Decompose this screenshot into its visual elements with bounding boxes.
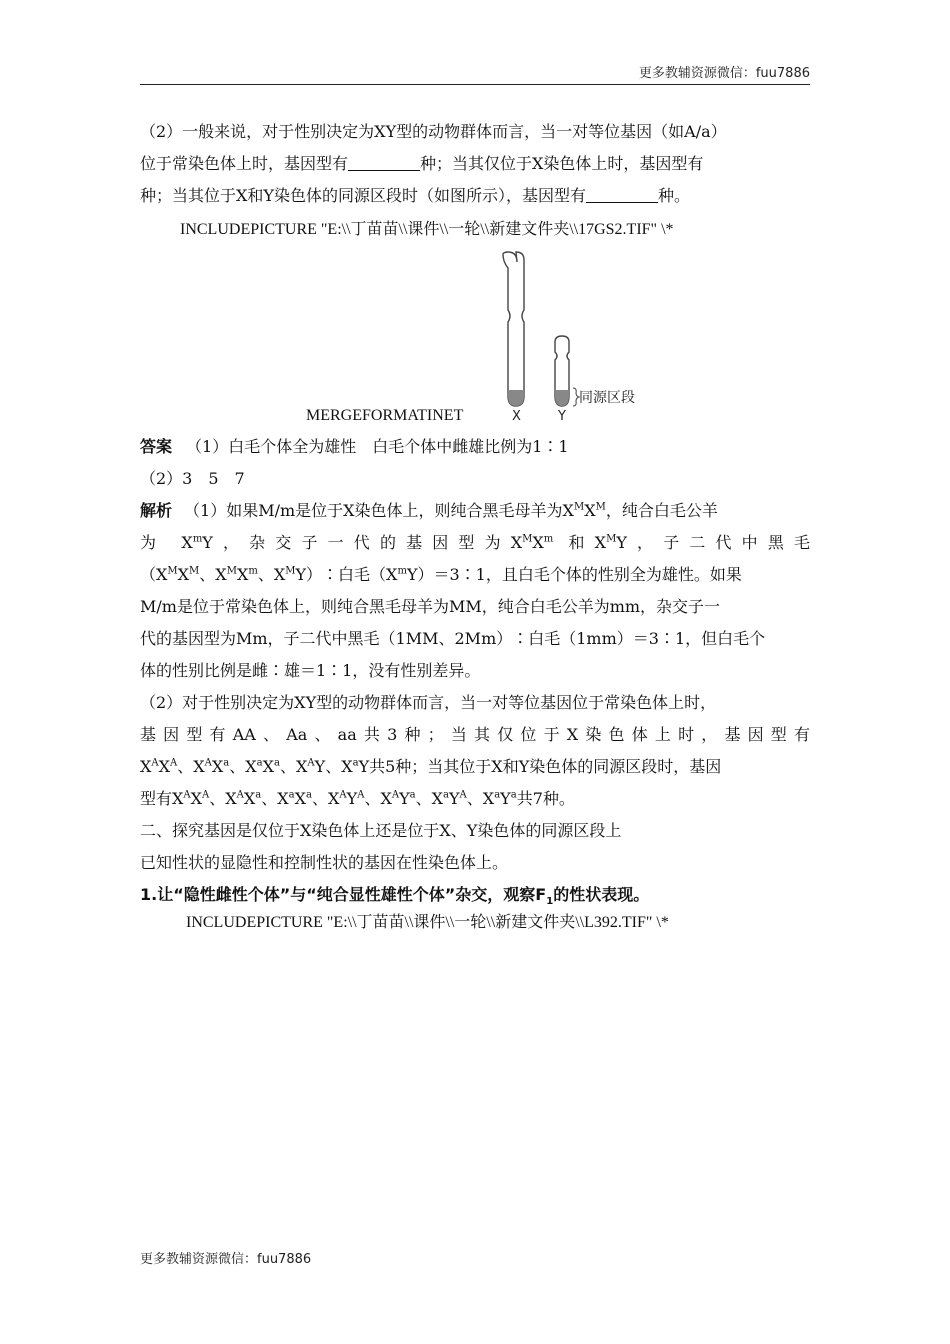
answer-part1: （1）白毛个体全为雄性 白毛个体中雌雄比例为1∶1: [186, 437, 569, 456]
question2-line3: [140, 185, 810, 207]
page-footer: 更多教辅资源微信：fuu7886: [140, 1252, 312, 1267]
analysis-line5: 代的基因型为Mm，子二代中黑毛（1MM、2Mm）∶白毛（1mm）＝3∶1，但白毛个: [140, 629, 766, 648]
answer-blank-1: [348, 154, 420, 171]
x-label: X: [512, 409, 521, 424]
question2-line1: （2）一般来说，对于性别决定为XY型的动物群体而言，当一对等位基因（如A/a）: [140, 122, 727, 141]
analysis-part2-line2: 基因型有AA、Aa、aa共3种；当其仅位于X染色体上时，基因型有: [140, 725, 810, 744]
section2-step1: 1.让“隐性雌性个体”与“纯合显性雄性个体”杂交，观察$F_1$的性状表现。: [140, 885, 650, 908]
page-header: 更多教辅资源微信：fuu7886: [638, 66, 810, 81]
homologous-region-label: 同源区段: [579, 390, 635, 406]
answer-blank-2: [586, 186, 658, 203]
merge-format-field: MERGEFORMATINET: [306, 407, 464, 424]
answer-line1: [140, 436, 810, 458]
section2-condition: 已知性状的显隐性和控制性状的基因在性染色体上。: [140, 853, 509, 872]
answer-part2: （2）3 5 7: [140, 469, 245, 488]
analysis-label: 解析: [140, 501, 173, 520]
y-label: Y: [558, 409, 566, 424]
include-picture-field-2: INCLUDEPICTURE "E:\\丁苗苗\\课件\\一轮\\新建文件夹\\L392.TIF" \*: [186, 914, 669, 931]
header-rule: [140, 84, 810, 85]
y-homologous-region: [555, 390, 569, 406]
answer-label: 答案: [140, 437, 173, 456]
x-homologous-region: [508, 390, 524, 406]
analysis-part2-line3: $X^AX^A$、$X^AX^a$、$X^aX^a$、$X^AY$、$X^aY$共5种；当其位于X和Y染色体的同源区段时，基因: [140, 757, 722, 776]
section2-title: 二、探究基因是仅位于X染色体上还是位于X、Y染色体的同源区段上: [140, 821, 622, 840]
analysis-line2: 为 $X^mY$，杂交子一代的基因型为$X^MX^m$ 和$X^MY$，子二代中黑毛: [140, 533, 810, 552]
analysis-part2-line4: 型有$X^AX^A$、$X^AX^a$、$X^aX^a$、$X^AY^A$、$X^AY^a$、$X^aY^A$、$X^aY^a$共7种。: [140, 789, 575, 808]
question2-line3-a: 种；当其位于X和Y染色体的同源区段时（如图所示），基因型有: [140, 186, 586, 205]
question2-line2-b: 种；当其仅位于X染色体上时，基因型有: [420, 154, 704, 173]
analysis-intro: （1）如果M/m是位于X染色体上，则纯合黑毛母羊为X: [184, 501, 574, 520]
analysis-line4: M/m是位于常染色体上，则纯合黑毛母羊为MM，纯合白毛公羊为mm，杂交子一: [140, 597, 721, 616]
question2-line3-b: 种。: [657, 186, 690, 205]
include-picture-field-1: INCLUDEPICTURE "E:\\丁苗苗\\课件\\一轮\\新建文件夹\\17GS2.TIF" \*: [180, 221, 674, 238]
question2-line2: [140, 153, 810, 175]
question2-line2-a: 位于常染色体上时，基因型有: [140, 154, 349, 173]
analysis-part2-line1: （2）对于性别决定为XY型的动物群体而言，当一对等位基因位于常染色体上时，: [140, 693, 717, 712]
analysis-line6: 体的性别比例是雌∶雄＝1∶1，没有性别差异。: [140, 661, 481, 680]
analysis-line3: （$X^MX^M$、$X^MX^m$、$X^MY)∶$白毛$(X^mY)=3∶1$，且白毛个体的性别全为雄性。如果: [140, 565, 742, 584]
x-chromosome: [503, 252, 524, 406]
analysis-line1: 解析 （1）如果M/m是位于X染色体上，则纯合黑毛母羊为$X^MX^M$，纯合白毛公羊: [140, 501, 718, 520]
